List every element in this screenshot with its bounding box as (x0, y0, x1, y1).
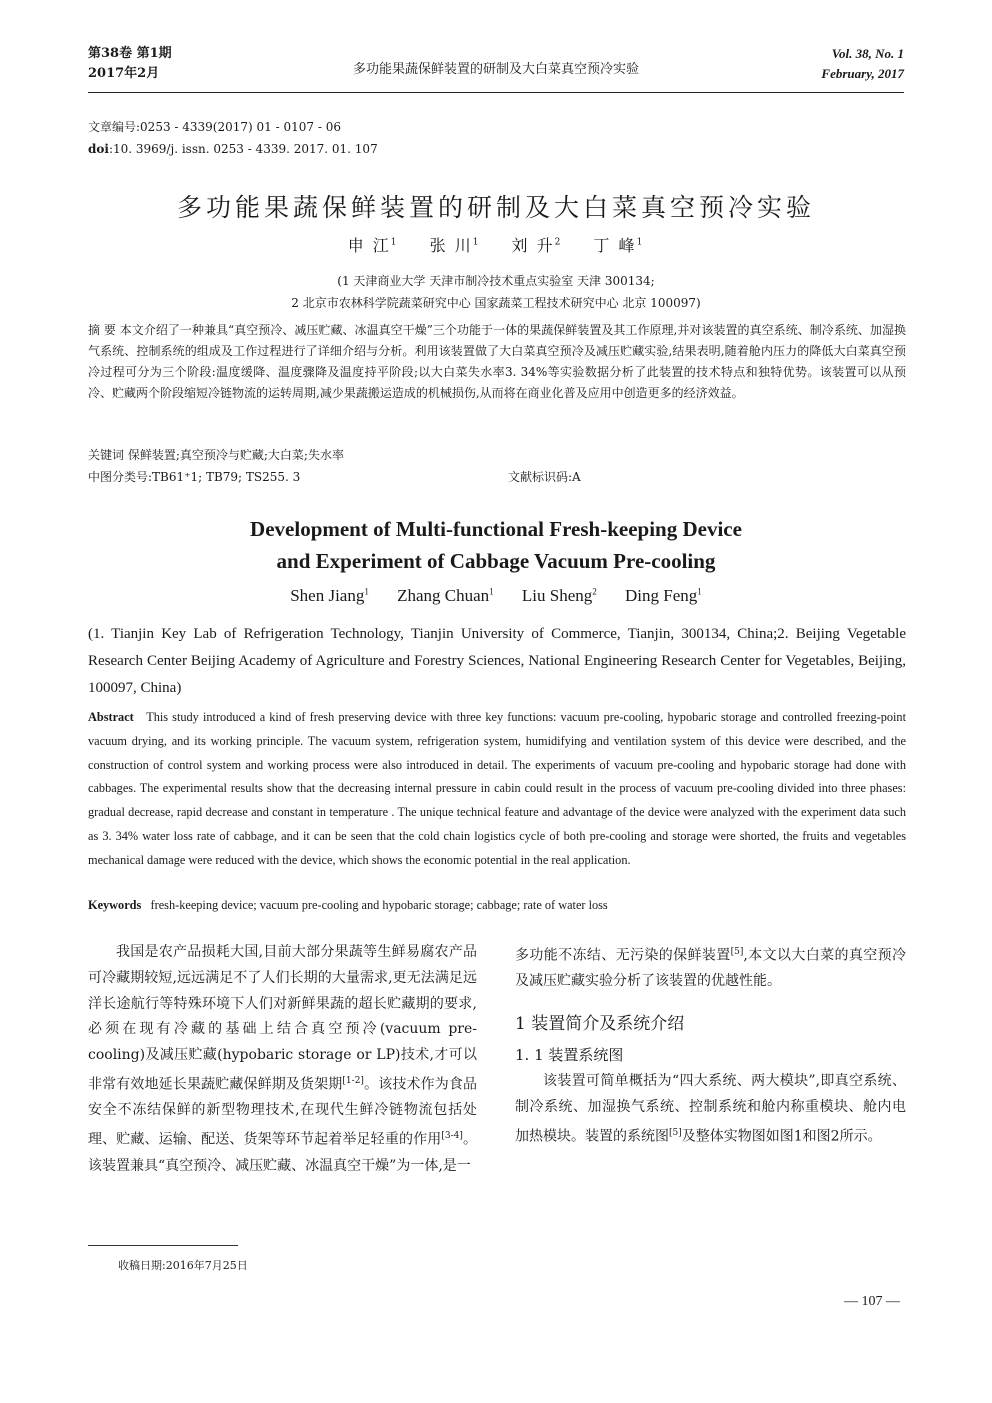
subsection-heading: 1. 1 装置系统图 (515, 1046, 624, 1065)
keywords-en-text: fresh-keeping device; vacuum pre-cooling and hypobaric storage; cabbage; rate of water loss (150, 898, 608, 912)
intro-paragraph: 我国是农产品损耗大国,目前大部分果蔬等生鲜易腐农产品可冷藏期较短,远远满足不了人们长期的大量需求,更无法满足远洋长途航行等特殊环境下人们对新鲜果蔬的超长贮藏期的要求,必须在现有冷藏的基础上结合真空预冷(vacuum pre-cooling)及减压贮藏(hypobaric storage or LP)技术,才可以非常有效地延长果蔬贮藏保鲜期及货架期[1-2]。该技术作为食品安全不冻结保鲜的新型物理技术,在现代生鲜冷链物流包括处理、贮藏、运输、配送、货架等环节起着举足轻重的作用[3-4]。该装置兼具“真空预冷、减压贮藏、冰温真空干燥”为一体,是一 (88, 944, 478, 1174)
section-paragraph: 该装置可简单概括为“四大系统、两大模块”,即真空系统、制冷系统、加湿换气系统、控制系统和舱内称重模块、舱内电加热模块。装置的系统图[5]及整体实物图如图1和图2所示。 (515, 1073, 906, 1145)
keywords-en-label: Keywords (88, 898, 142, 912)
abstract-en-label: Abstract (88, 710, 134, 724)
volume-en: Vol. 38, No. 1 (831, 46, 904, 61)
document-code: 文献标识码:A (508, 470, 581, 484)
doi-label: doi (88, 142, 109, 156)
author-cn: 张 川$^1$ (429, 236, 481, 255)
affiliation-cn-1: (1 天津商业大学 天津市制冷技术重点实验室 天津 300134; (337, 274, 655, 288)
keywords-en (88, 898, 608, 913)
affiliations-en: (1. Tianjin Key Lab of Refrigeration Technology, Tianjin University of Commerce, Tianjin, 300134, China;2. Beijing Vegetable Research Center Beijing Academy of Agriculture and Forestry Sciences, National Engineering Research Center for Vegetables, Beijing, 100097, China) (88, 626, 906, 696)
body-column-right (515, 940, 906, 1150)
section-heading: 1 装置简介及系统介绍 (515, 1014, 685, 1035)
citation: [5] (669, 1127, 682, 1138)
citation: [5] (730, 947, 744, 957)
author-cn: 申 江$^1$ (347, 236, 399, 255)
date-cn: 2017年2月 (88, 66, 160, 81)
abstract-cn: 摘 要 本文介绍了一种兼具“真空预冷、减压贮藏、冰温真空干燥”三个功能于一体的果蔬保鲜装置及其工作原理,并对该装置的真空系统、制冷系统、加湿换气系统、控制系统的组成及工作过程进行了详细介绍与分析。利用该装置做了大白菜真空预冷及减压贮藏实验,结果表明,随着舱内压力的降低大白菜真空预冷过程可分为三个阶段:温度缓降、温度骤降及温度持平阶段;以大白菜失水率3. 34%等实验数据分析了此装置的技术特点和独特优势。该装置可以从预冷、贮藏两个阶段缩短冷链物流的运转周期,减少果蔬搬运造成的机械损伤,从而将在商业化普及应用中创造更多的经济效益。 (88, 323, 906, 400)
author-cn: 刘 升$^2$ (511, 236, 563, 255)
intro-paragraph-cont: 多功能不冻结、无污染的保鲜装置[5],本文以大白菜的真空预冷及减压贮藏实验分析了该装置的优越性能。 (515, 947, 907, 990)
volume-cn: 第38卷 第1期 (88, 46, 172, 61)
author-en: Shen Jiang$^1$ (290, 586, 369, 605)
title-en-line1: Development of Multi-functional Fresh-keeping Device (250, 517, 742, 541)
abstract-en-text: This study introduced a kind of fresh preserving device with three key functions: vacuum pre-cooling, hypobaric storage and controlled freezing-point vacuum drying, and its working principle. The vacuum system, refrigeration system, humidifying and ventilation system of this device were described, and the construction of control system and working process were also introduced in detail. The experiments of vacuum pre-cooling and hypobaric storage had done with cabbages. The experimental results show that the decreasing internal pressure in cabin could result in the process of vacuum pre-cooling divided into three phases: gradual decrease, rapid decrease and constant in temperature . The unique technical feature and advantage of the device were analyzed with the experiment data such as 3. 34% water loss rate of cabbage, and it can be seen that the cold chain logistics cycle of both pre-cooling and storage were shorted, the fruits and vegetables mechanical damage were reduced with the device, which shows the economic potential in the real application. (88, 710, 906, 867)
header-divider (88, 92, 904, 93)
title-en-line2: and Experiment of Cabbage Vacuum Pre-cooling (276, 549, 716, 573)
article-info (88, 116, 378, 160)
author-en: Zhang Chuan$^1$ (397, 586, 494, 605)
date-en: February, 2017 (821, 66, 904, 81)
affiliations-cn (0, 270, 992, 314)
header-right (821, 44, 904, 84)
author-en: Liu Sheng$^2$ (521, 586, 597, 605)
footnote-received-date: 收稿日期:2016年7月25日 (118, 1259, 248, 1272)
abstract-en (88, 706, 906, 873)
title-en (0, 513, 992, 577)
author-en: Ding Feng$^1$ (625, 586, 702, 605)
authors-en (0, 586, 992, 606)
doi-value: :10. 3969/j. issn. 0253 - 4339. 2017. 01. 107 (108, 142, 378, 156)
article-number: 文章编号:0253 - 4339(2017) 01 - 0107 - 06 (88, 120, 341, 134)
footnote-divider (88, 1245, 238, 1246)
classification-cn: 中图分类号:TB61⁺1; TB79; TS255. 3 (88, 470, 301, 484)
title-cn: 多功能果蔬保鲜装置的研制及大白菜真空预冷实验 (176, 193, 815, 222)
doi-line (88, 138, 378, 160)
keywords-cn: 关键词 保鲜装置;真空预冷与贮藏;大白菜;失水率 (88, 448, 344, 462)
running-title: 多功能果蔬保鲜装置的研制及大白菜真空预冷实验 (352, 62, 639, 77)
page-number: — 107 — (844, 1294, 900, 1309)
body-column-left (88, 940, 477, 1179)
affiliation-cn-2: 2 北京市农林科学院蔬菜研究中心 国家蔬菜工程技术研究中心 北京 100097) (291, 296, 701, 310)
citation: [1-2] (342, 1075, 364, 1086)
authors-cn (0, 233, 992, 256)
citation: [3-4] (441, 1131, 463, 1142)
author-cn: 丁 峰$^1$ (593, 236, 645, 255)
